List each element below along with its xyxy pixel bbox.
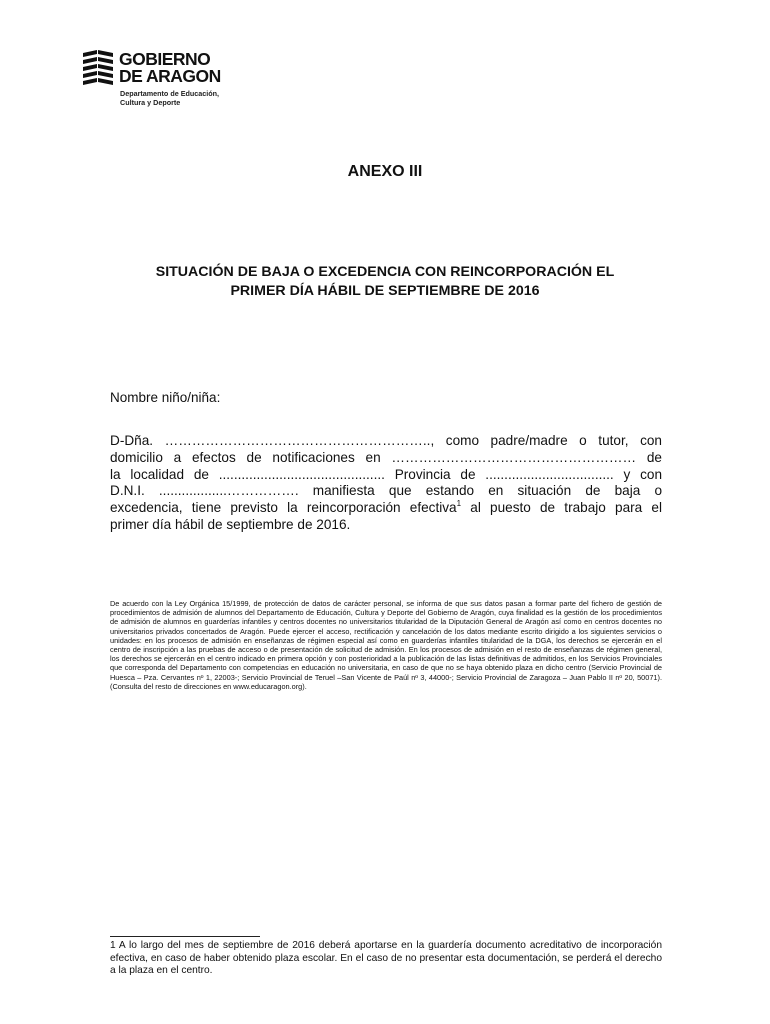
- declaration-line: D.N.I. ..................……………. manifiesta que estando en situación de baja o: [110, 483, 662, 499]
- footnote-reference: 1: [456, 499, 462, 509]
- department-name-line1: Departamento de Educación,: [120, 89, 220, 98]
- document-title: [110, 263, 660, 301]
- declaration-paragraph: [110, 433, 662, 534]
- department-name-line2: Cultura y Deporte: [120, 98, 181, 107]
- document-title-line2: PRIMER DÍA HÁBIL DE SEPTIEMBRE DE 2016: [230, 283, 540, 299]
- gobierno-aragon-logo: [83, 48, 263, 110]
- data-protection-notice: De acuerdo con la Ley Orgánica 15/1999, de protección de datos de carácter personal, se informa de que sus datos pasan a formar parte del fichero de gestión de procedimientos de admisión de alumnos del Departamento de Educación, Cultura y Deporte del Gobierno de Aragón, cuya finalidad es la gestión de los procedimientos de admisión de alumnos en guarderías infantiles y centros docentes no universitarios titularidad de la Diputación General de Aragón así como en centros docentes no universitarios privados concertados de Aragón. Puede ejercer el acceso, rectificación y cancelación de los datos mediante escrito dirigido a los siguientes servicios o unidades: en los procesos de admisión en enseñanzas de régimen especial así como en guarderías infantiles titularidad de la DGA, los derechos se ejercerán en el centro de inscripción a las pruebas de acceso o de presentación de solicitud de admisión. En los procesos de admisión en el resto de enseñanzas de régimen general, los derechos se ejercerán en el centro indicado en primera opción y con posterioridad a la publicación de las listas definitivas de admitidos, en los Servicios Provinciales que corresponda del Departamento con competencias en educación no universitaria, en caso de que no se haya obtenido plaza en dicho centro (Servicio Provincial de Huesca – Pza. Cervantes nº 1, 22003-; Servicio Provincial de Teruel –San Vicente de Paúl nº 3, 44000-; Servicio Provincial de Zaragoza – Juan Pablo II nº 20, 50071). (Consulta del resto de direcciones en www.educaragon.org).: [110, 599, 662, 691]
- declaration-line: D-Dña. ………………………………………………….., como padre/madre o tutor, con: [110, 433, 662, 448]
- annex-title: ANEXO III: [347, 163, 423, 180]
- declaration-line: primer día hábil de septiembre de 2016.: [110, 516, 351, 532]
- declaration-text: excedencia, tiene previsto la reincorporación efectiva: [110, 500, 457, 516]
- declaration-line: la localidad de ............................................ Provincia de .................................. y con: [110, 466, 662, 482]
- footnote-text: 1 A lo largo del mes de septiembre de 2016 deberá aportarse en la guardería documento acreditativo de incorporación efectiva, en caso de haber obtenido plaza escolar. En el caso de no presentar esta documentación, se perderá el derecho a la plaza en el centro.: [110, 940, 662, 977]
- document-title-line1: SITUACIÓN DE BAJA O EXCEDENCIA CON REINCORPORACIÓN EL: [155, 264, 615, 280]
- declaration-text: al puesto de trabajo para el: [461, 500, 662, 516]
- logo-text-de-aragon: DE ARAGON: [119, 66, 221, 86]
- footnote-separator: [110, 936, 260, 937]
- declaration-line: [110, 500, 662, 517]
- declaration-line: domicilio a efectos de notificaciones en ……………………………………………… de: [110, 449, 662, 465]
- logo-text-gobierno: GOBIERNO: [119, 49, 211, 69]
- aragon-stripes-logo-icon: [83, 50, 117, 86]
- child-name-label: Nombre niño/niña:: [110, 390, 221, 405]
